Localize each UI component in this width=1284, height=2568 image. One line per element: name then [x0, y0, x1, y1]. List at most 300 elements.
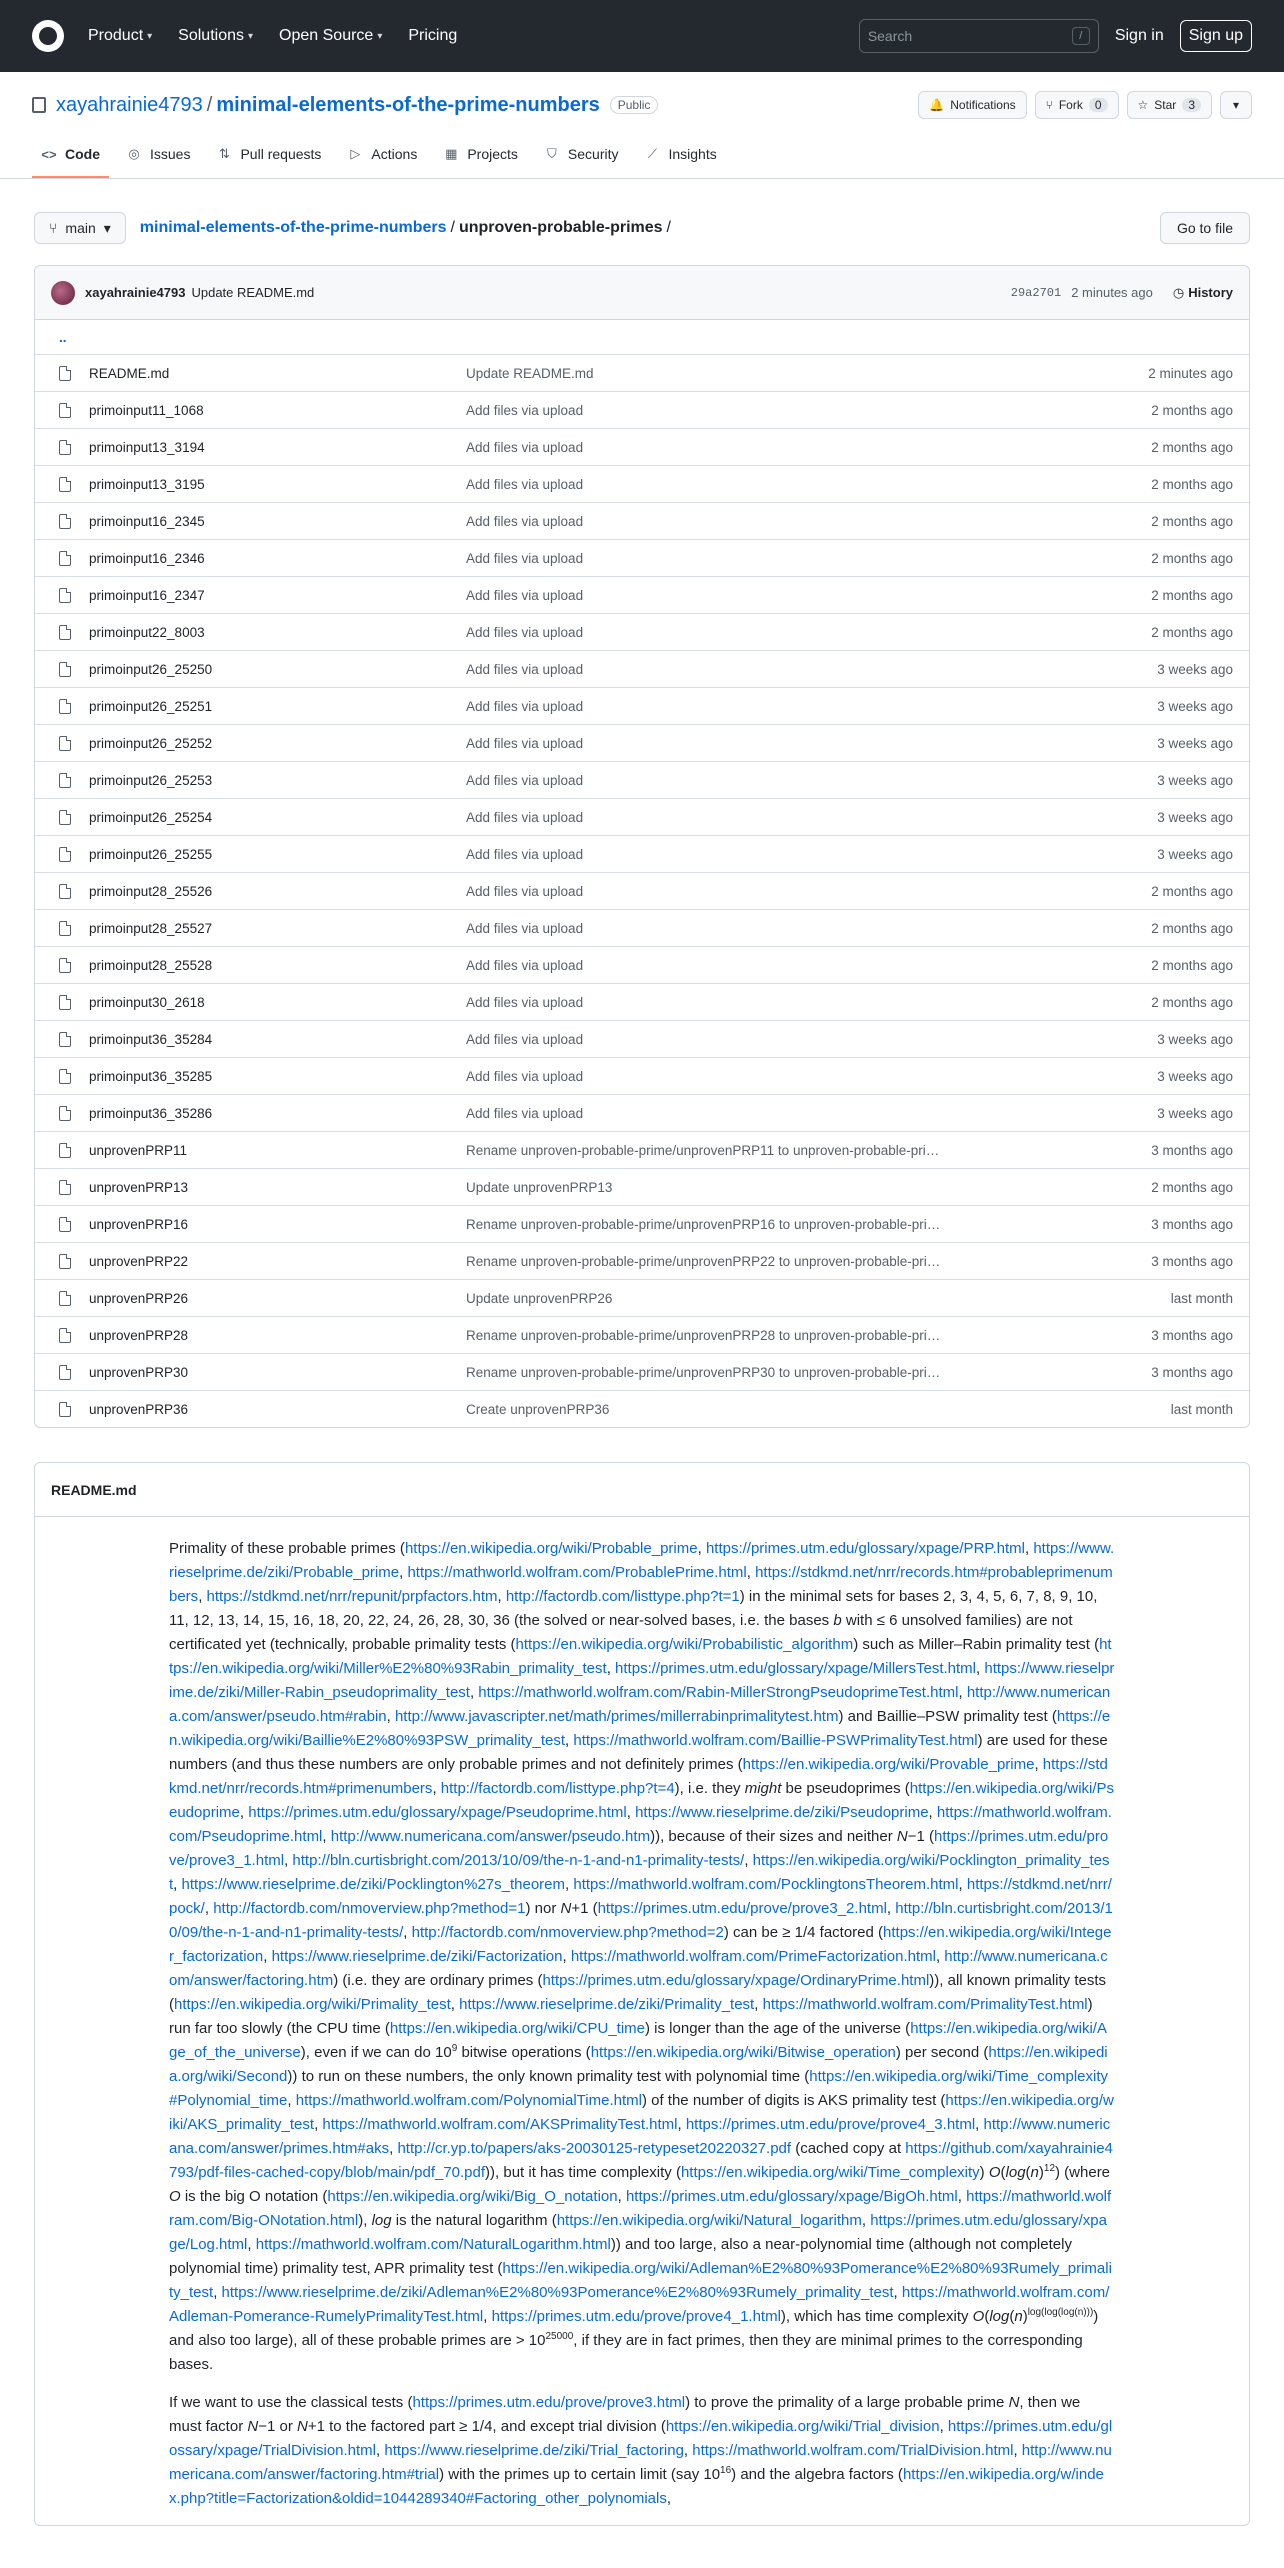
tab-security[interactable]: [535, 136, 628, 178]
file-commit-message-link[interactable]: Add files via upload: [466, 550, 584, 566]
readme-paragraph: [169, 2391, 1115, 2511]
file-row[interactable]: [35, 465, 1249, 502]
file-icon: [59, 588, 71, 603]
file-commit-message-link[interactable]: Add files via upload: [466, 772, 584, 788]
readme-text: ,: [754, 1996, 763, 2013]
file-name-link[interactable]: primoinput36_35286: [89, 1105, 213, 1121]
readme-link[interactable]: https://www.rieselprime.de/ziki/Miller-Rabin_pseudoprimality_test: [169, 1660, 1115, 1701]
file-icon: [59, 1069, 71, 1084]
file-commit-message-link[interactable]: Add files via upload: [466, 439, 584, 455]
readme-link[interactable]: https://mathworld.wolfram.com/TrialDivision.html: [692, 2442, 1014, 2459]
repo-name-link[interactable]: minimal-elements-of-the-prime-numbers: [216, 93, 600, 116]
file-icon: [59, 1032, 71, 1047]
nav-solutions[interactable]: [178, 27, 253, 45]
readme-link[interactable]: https://en.wikipedia.org/wiki/Integer_factorization: [169, 1924, 1112, 1965]
readme-text: ,: [239, 1804, 249, 1821]
readme-link[interactable]: https://primes.utm.edu/glossary/xpage/Pseudoprime.html: [248, 1804, 627, 1821]
readme-link[interactable]: https://en.wikipedia.org/wiki/Miller%E2%80%93Rabin_primality_test: [169, 1636, 1112, 1677]
readme-text: If we want to use the classical tests (: [169, 2394, 413, 2411]
readme-text: ,: [958, 1684, 967, 1701]
file-icon: [59, 366, 71, 381]
file-age: 3 months ago: [1151, 1253, 1233, 1269]
file-name-link[interactable]: primoinput26_25252: [89, 735, 213, 751]
go-to-file-button[interactable]: Go to file: [1160, 212, 1250, 244]
file-row[interactable]: [35, 835, 1249, 872]
readme-link[interactable]: http://www.numericana.com/answer/factoring.htm#trial: [169, 2442, 1112, 2483]
readme-link[interactable]: https://mathworld.wolfram.com/Baillie-PSWPrimalityTest.html: [573, 1732, 978, 1749]
readme-link[interactable]: http://factordb.com/nmoverview.php?method=2: [411, 1924, 724, 1941]
readme-text: ,: [617, 2188, 626, 2205]
readme-link[interactable]: https://mathworld.wolfram.com/PolynomialTime.html: [295, 2092, 642, 2109]
readme-link[interactable]: https://primes.utm.edu/prove/prove3_2.html: [597, 1900, 887, 1917]
file-commit-message-link[interactable]: Create unprovenPRP36: [466, 1401, 610, 1417]
readme-link[interactable]: https://en.wikipedia.org/wiki/Bitwise_operation: [590, 2044, 896, 2061]
file-commit-message-link[interactable]: Update unprovenPRP26: [466, 1290, 613, 1306]
readme-italic: log: [1005, 2164, 1026, 2181]
file-row[interactable]: [35, 1094, 1249, 1131]
readme-link[interactable]: https://primes.utm.edu/glossary/xpage/BigOh.html: [625, 2188, 958, 2205]
chevron-down-icon: ▾: [103, 219, 111, 236]
readme-link[interactable]: https://mathworld.wolfram.com/PocklingtonsTheorem.html: [573, 1876, 959, 1893]
file-icon: [59, 662, 71, 677]
readme-text: ) and the algebra factors (: [731, 2466, 903, 2483]
file-icon: [59, 810, 71, 825]
tab-pull-requests[interactable]: [207, 136, 330, 178]
readme-link[interactable]: https://mathworld.wolfram.com/PrimeFactorization.html: [570, 1948, 936, 1965]
file-commit-message-link[interactable]: Update unprovenPRP13: [466, 1179, 613, 1195]
readme-text: bitwise operations (: [457, 2044, 591, 2061]
breadcrumb-root-link[interactable]: minimal-elements-of-the-prime-numbers: [139, 219, 447, 236]
file-name-link[interactable]: unprovenPRP16: [89, 1216, 189, 1232]
readme-link[interactable]: https://en.wikipedia.org/wiki/Pocklington_primality_test: [169, 1852, 1110, 1893]
readme-link[interactable]: https://en.wikipedia.org/wiki/Second: [169, 2044, 1108, 2085]
file-row[interactable]: [35, 1020, 1249, 1057]
file-commit-message-link[interactable]: Add files via upload: [466, 957, 584, 973]
readme-text: ,: [284, 1852, 293, 1869]
readme-link[interactable]: https://en.wikipedia.org/wiki/AKS_primality_test: [169, 2092, 1114, 2133]
branch-name: main: [65, 220, 96, 236]
readme-text: ,: [976, 1660, 985, 1677]
readme-text: ,: [322, 1828, 331, 1845]
file-name-link[interactable]: primoinput28_25527: [89, 920, 213, 936]
global-header: [0, 0, 1284, 72]
file-name-link[interactable]: primoinput13_3195: [89, 476, 205, 492]
readme-link[interactable]: http://www.numericana.com/answer/pseudo.htm#rabin: [169, 1684, 1111, 1725]
file-icon: [59, 736, 71, 751]
readme-text: ,: [263, 1948, 272, 1965]
file-row[interactable]: [35, 946, 1249, 983]
readme-link[interactable]: https://en.wikipedia.org/wiki/Trial_division: [665, 2418, 940, 2435]
file-name-link[interactable]: primoinput16_2347: [89, 587, 205, 603]
file-icon: [59, 1180, 71, 1195]
file-commit-message-link[interactable]: Add files via upload: [466, 735, 584, 751]
readme-link[interactable]: https://mathworld.wolfram.com/Pseudoprime.html: [169, 1804, 1112, 1845]
file-icon: [59, 884, 71, 899]
sign-up-button[interactable]: Sign up: [1180, 20, 1252, 52]
readme-italic: O: [988, 2164, 1001, 2181]
readme-link[interactable]: https://primes.utm.edu/glossary/xpage/PRP.html: [705, 1540, 1025, 1557]
readme-link[interactable]: https://github.com/xayahrainie4793/pdf-files-cached-copy/blob/main/pdf_70.pdf: [169, 2140, 1113, 2181]
readme-link[interactable]: http://www.javascripter.net/math/primes/millerrabinprimalitytest.htm: [394, 1708, 839, 1725]
readme-text: ,: [1013, 2442, 1022, 2459]
file-row[interactable]: [35, 724, 1249, 761]
breadcrumb-row: [0, 179, 1284, 251]
file-age: 3 months ago: [1151, 1216, 1233, 1232]
readme-text: ,: [497, 1588, 506, 1605]
file-name-link[interactable]: primoinput30_2618: [89, 994, 205, 1010]
tab-label: Insights: [668, 146, 717, 162]
file-row[interactable]: [35, 983, 1249, 1020]
readme-text: ,: [386, 1708, 395, 1725]
readme-link[interactable]: https://en.wikipedia.org/wiki/Big_O_notation: [327, 2188, 618, 2205]
file-row[interactable]: [35, 354, 1249, 391]
readme-link[interactable]: https://mathworld.wolfram.com/Big-ONotation.html: [169, 2188, 1112, 2229]
bell-icon: 🔔: [929, 98, 945, 112]
readme-text: ,: [939, 2418, 948, 2435]
file-name-link[interactable]: primoinput28_25528: [89, 957, 213, 973]
readme-link[interactable]: https://en.wikipedia.org/wiki/Pseudoprime: [169, 1780, 1115, 1821]
file-row[interactable]: [35, 650, 1249, 687]
latest-commit-bar: [35, 266, 1249, 320]
file-name-link[interactable]: primoinput13_3194: [89, 439, 205, 455]
file-name-link[interactable]: primoinput26_25253: [89, 772, 213, 788]
readme-link[interactable]: https://en.wikipedia.org/wiki/Provable_prime: [742, 1756, 1035, 1773]
file-icon: [59, 551, 71, 566]
repo-header: [0, 72, 1284, 179]
file-row[interactable]: [35, 1131, 1249, 1168]
nav-label: Pricing: [408, 27, 458, 44]
file-commit-message-link[interactable]: Add files via upload: [466, 883, 584, 899]
tab-insights[interactable]: [635, 136, 725, 178]
readme-text: ,: [403, 1924, 412, 1941]
file-commit-message-link[interactable]: Add files via upload: [466, 624, 584, 640]
readme-text: Primality of these probable primes (: [169, 1540, 405, 1557]
file-row[interactable]: [35, 872, 1249, 909]
readme-link[interactable]: https://en.wikipedia.org/wiki/Probabilistic_algorithm: [515, 1636, 854, 1653]
nav-label: Solutions: [178, 27, 244, 44]
repo-icon: [32, 97, 46, 113]
readme-link[interactable]: http://bln.curtisbright.com/2013/10/09/the-n-1-and-n1-primality-tests/: [169, 1900, 1113, 1941]
star-icon: ☆: [1137, 98, 1149, 112]
readme-link[interactable]: http://www.numericana.com/answer/primes.htm#aks: [169, 2116, 1111, 2157]
readme-italic: N: [560, 1900, 572, 1917]
file-commit-message-link[interactable]: Add files via upload: [466, 661, 584, 677]
readme-link[interactable]: http://bln.curtisbright.com/2013/10/09/the-n-1-and-n1-primality-tests/: [292, 1852, 745, 1869]
file-commit-message-link[interactable]: Add files via upload: [466, 1068, 584, 1084]
file-row[interactable]: [35, 539, 1249, 576]
readme-link[interactable]: https://en.wikipedia.org/wiki/Primality_test: [174, 1996, 451, 2013]
nav-label: Open Source: [279, 27, 374, 44]
file-row[interactable]: [35, 1057, 1249, 1094]
readme-text: ,: [469, 1684, 479, 1701]
history-link[interactable]: [1173, 285, 1233, 301]
readme-link[interactable]: https://www.rieselprime.de/ziki/Trial_factoring: [384, 2442, 684, 2459]
tab-label: Issues: [150, 146, 191, 162]
readme-text: (: [1025, 2164, 1031, 2181]
readme-link[interactable]: https://mathworld.wolfram.com/AKSPrimalityTest.html: [322, 2116, 678, 2133]
file-commit-message-link[interactable]: Rename unproven-probable-prime/unprovenPRP22 to unproven-probable-pri…: [466, 1253, 941, 1269]
readme-text: ) of the number of digits is AKS primality test (: [641, 2092, 946, 2109]
tab-projects[interactable]: [434, 136, 527, 178]
commit-sha-link[interactable]: 29a2701: [1010, 285, 1062, 300]
tab-code[interactable]: [32, 136, 109, 178]
file-commit-message-link[interactable]: Add files via upload: [466, 698, 584, 714]
file-commit-message-link[interactable]: Add files via upload: [466, 1105, 584, 1121]
file-name-link[interactable]: unprovenPRP36: [89, 1401, 189, 1417]
readme-italic: n: [1030, 2164, 1039, 2181]
file-commit-message-link[interactable]: Update README.md: [466, 365, 594, 381]
readme-link[interactable]: https://primes.utm.edu/glossary/xpage/MillersTest.html: [615, 1660, 977, 1677]
file-commit-message-link[interactable]: Add files via upload: [466, 920, 584, 936]
history-icon: ◷: [1172, 284, 1185, 300]
global-nav: [88, 27, 457, 45]
readme-text: +1 (: [571, 1900, 598, 1917]
readme-text: ,: [565, 1876, 574, 1893]
file-age: 2 months ago: [1151, 1179, 1233, 1195]
readme-text: ) and also too large), all of these probable primes are > 10: [169, 2308, 1099, 2349]
github-logo-icon[interactable]: [32, 20, 64, 52]
readme-text: (: [1000, 2164, 1006, 2181]
file-age: 3 weeks ago: [1157, 1105, 1233, 1121]
chevron-down-icon: ▾: [147, 30, 153, 42]
fork-button[interactable]: [1035, 91, 1119, 119]
readme-link[interactable]: http://www.numericana.com/answer/factoring.htm: [169, 1948, 1108, 1989]
readme-text: ,: [450, 1996, 460, 2013]
file-row[interactable]: [35, 761, 1249, 798]
nav-open-source[interactable]: [279, 27, 382, 45]
search-input[interactable]: [859, 19, 1099, 53]
tab-label: Projects: [467, 146, 518, 162]
readme-text: ,: [1034, 1756, 1043, 1773]
file-row[interactable]: [35, 428, 1249, 465]
commit-time: 2 minutes ago: [1071, 285, 1153, 300]
file-age: 2 months ago: [1151, 957, 1233, 973]
readme-link[interactable]: https://www.rieselprime.de/ziki/Adleman%E2%80%93Pomerance%E2%80%93Rumely_primality_test: [221, 2284, 894, 2301]
readme-link[interactable]: https://primes.utm.edu/prove/prove4_1.html: [491, 2308, 781, 2325]
readme-text: ) and Baillie–PSW primality test (: [838, 1708, 1057, 1725]
readme-link[interactable]: https://primes.utm.edu/prove/prove3_1.html: [169, 1828, 1109, 1869]
file-name-link[interactable]: unprovenPRP26: [89, 1290, 189, 1306]
readme-link[interactable]: https://en.wikipedia.org/wiki/Time_complexity#Polynomial_time: [169, 2068, 1109, 2109]
readme-link[interactable]: https://en.wikipedia.org/wiki/Age_of_the_universe: [169, 2020, 1107, 2061]
file-name-link[interactable]: unprovenPRP11: [89, 1142, 188, 1158]
readme-link[interactable]: http://cr.yp.to/papers/aks-20030125-retypeset20220327.pdf: [397, 2140, 792, 2157]
chevron-down-icon: ▾: [377, 30, 383, 42]
star-count: 3: [1182, 98, 1201, 112]
file-name-link[interactable]: unprovenPRP28: [89, 1327, 189, 1343]
file-name-link[interactable]: primoinput26_25255: [89, 846, 213, 862]
nav-pricing[interactable]: [408, 27, 457, 45]
file-commit-message-link[interactable]: Add files via upload: [466, 402, 584, 418]
readme-italic: O: [169, 2188, 181, 2205]
readme-link[interactable]: https://stdkmd.net/nrr/records.htm#probableprimenumbers: [169, 1564, 1113, 1605]
readme-text: ,: [886, 1900, 896, 1917]
search-shortcut-key: /: [1072, 27, 1090, 45]
readme-link[interactable]: https://www.rieselprime.de/ziki/Pseudoprime: [635, 1804, 929, 1821]
file-icon: [59, 1365, 71, 1380]
readme-link[interactable]: https://www.rieselprime.de/ziki/Probable_prime: [169, 1540, 1115, 1581]
file-row[interactable]: [35, 1242, 1249, 1279]
file-commit-message-link[interactable]: Rename unproven-probable-prime/unprovenPRP30 to unproven-probable-pri…: [466, 1364, 941, 1380]
file-commit-message-link[interactable]: Add files via upload: [466, 476, 584, 492]
readme-link[interactable]: https://stdkmd.net/nrr/records.htm#primenumbers: [169, 1756, 1108, 1797]
visibility-badge: Public: [610, 96, 659, 114]
readme-link[interactable]: https://stdkmd.net/nrr/repunit/prpfactors.htm: [206, 1588, 498, 1605]
readme-link[interactable]: https://mathworld.wolfram.com/Adleman-Pomerance-RumelyPrimalityTest.html: [169, 2284, 1110, 2325]
readme-link[interactable]: http://factordb.com/nmoverview.php?method=1: [213, 1900, 526, 1917]
pull-request-icon: ⇅: [219, 146, 230, 161]
readme-link[interactable]: https://www.rieselprime.de/ziki/Factorization: [271, 1948, 563, 1965]
file-icon: [59, 440, 71, 455]
file-row[interactable]: [35, 909, 1249, 946]
repo-owner-link[interactable]: xayahrainie4793: [56, 93, 203, 116]
sign-in-link[interactable]: Sign in: [1114, 27, 1164, 44]
readme-link[interactable]: https://stdkmd.net/nrr/pock/: [169, 1876, 1112, 1917]
readme-text: ,: [562, 1948, 571, 1965]
repo-separator: /: [206, 93, 213, 116]
nav-product[interactable]: [88, 27, 152, 45]
readme-italic: b: [833, 1612, 842, 1629]
file-name-link[interactable]: primoinput26_25250: [89, 661, 213, 677]
readme-link[interactable]: https://mathworld.wolfram.com/ProbablePrime.html: [407, 1564, 747, 1581]
file-row[interactable]: [35, 613, 1249, 650]
file-row[interactable]: [35, 502, 1249, 539]
tab-label: Code: [65, 146, 100, 162]
play-icon: ▷: [350, 146, 361, 161]
readme-link[interactable]: https://en.wikipedia.org/wiki/Natural_logarithm: [556, 2212, 862, 2229]
file-row[interactable]: [35, 1390, 1249, 1427]
file-commit-message-link[interactable]: Add files via upload: [466, 1031, 584, 1047]
tab-label: Pull requests: [240, 146, 322, 162]
file-name-link[interactable]: primoinput36_35285: [89, 1068, 213, 1084]
readme-text: ) per second (: [895, 2044, 989, 2061]
readme-link[interactable]: https://en.wikipedia.org/wiki/Adleman%E2%80%93Pomerance%E2%80%93Rumely_primality_test: [169, 2260, 1112, 2301]
file-commit-message-link[interactable]: Add files via upload: [466, 846, 584, 862]
readme-text: ,: [606, 1660, 616, 1677]
history-label: History: [1188, 285, 1233, 300]
readme-text: ,: [935, 1948, 945, 1965]
readme-italic: N: [296, 2418, 308, 2435]
tab-issues[interactable]: [117, 136, 199, 178]
readme-link[interactable]: http://www.numericana.com/answer/pseudo.htm: [330, 1828, 651, 1845]
commit-message-link[interactable]: Update README.md: [191, 285, 315, 300]
file-row[interactable]: [35, 1316, 1249, 1353]
file-commit-message-link[interactable]: Add files via upload: [466, 994, 584, 1010]
file-row[interactable]: [35, 798, 1249, 835]
readme-link[interactable]: https://en.wikipedia.org/wiki/CPU_time: [389, 2020, 646, 2037]
breadcrumb-current: unproven-probable-primes: [458, 219, 663, 236]
notifications-button[interactable]: [918, 91, 1026, 119]
star-list-dropdown[interactable]: [1220, 91, 1252, 119]
readme-link[interactable]: https://primes.utm.edu/glossary/xpage/OrdinaryPrime.html: [542, 1972, 930, 1989]
file-name-link[interactable]: primoinput16_2346: [89, 550, 205, 566]
file-commit-message-link[interactable]: Rename unproven-probable-prime/unprovenPRP28 to unproven-probable-pri…: [466, 1327, 941, 1343]
readme-italic: N: [896, 1828, 908, 1845]
parent-directory-link[interactable]: [35, 320, 1249, 354]
fork-label: Fork: [1058, 98, 1083, 112]
file-age: 2 minutes ago: [1148, 365, 1233, 381]
file-age: 3 weeks ago: [1157, 1068, 1233, 1084]
file-row[interactable]: [35, 1279, 1249, 1316]
file-name-link[interactable]: primoinput22_8003: [89, 624, 205, 640]
file-name-link[interactable]: primoinput28_25526: [89, 883, 213, 899]
readme-link[interactable]: https://en.wikipedia.org/wiki/Baillie%E2%80%93PSW_primality_test: [169, 1708, 1111, 1749]
readme-text: ), i.e. they: [674, 1780, 745, 1797]
file-icon: [59, 1143, 71, 1158]
readme-link[interactable]: https://mathworld.wolfram.com/Rabin-MillerStrongPseudoprimeTest.html: [478, 1684, 959, 1701]
file-commit-message-link[interactable]: Add files via upload: [466, 513, 584, 529]
file-age: 2 months ago: [1151, 883, 1233, 899]
avatar[interactable]: [51, 281, 75, 305]
file-row[interactable]: [35, 687, 1249, 724]
parent-directory-label: ..: [59, 329, 67, 345]
file-name-link[interactable]: unprovenPRP22: [89, 1253, 189, 1269]
readme-text: , then we must factor: [169, 2394, 1081, 2435]
breadcrumb: [140, 219, 671, 237]
file-commit-message-link[interactable]: Rename unproven-probable-prime/unprovenPRP16 to unproven-probable-pri…: [466, 1216, 941, 1232]
file-name-link[interactable]: README.md: [89, 365, 170, 381]
file-name-link[interactable]: primoinput11_1068: [89, 402, 204, 418]
readme-link[interactable]: https://www.rieselprime.de/ziki/Primality_test: [459, 1996, 755, 2013]
readme-link[interactable]: https://primes.utm.edu/prove/prove3.html: [412, 2394, 686, 2411]
file-age: last month: [1170, 1401, 1233, 1417]
notifications-label: Notifications: [950, 98, 1016, 112]
readme-text: ) (where: [1055, 2164, 1111, 2181]
tab-actions[interactable]: [338, 136, 426, 178]
file-age: last month: [1170, 1290, 1233, 1306]
file-name-link[interactable]: unprovenPRP13: [89, 1179, 189, 1195]
file-name-link[interactable]: primoinput26_25251: [89, 698, 213, 714]
readme-link[interactable]: https://en.wikipedia.org/w/index.php?title=Factorization&oldid=1044289340#Factoring_other_polynomials: [169, 2466, 1104, 2507]
file-row[interactable]: [35, 1168, 1249, 1205]
readme-italic: N: [247, 2418, 259, 2435]
readme-link[interactable]: https://primes.utm.edu/glossary/xpage/TrialDivision.html: [169, 2418, 1113, 2459]
file-row[interactable]: [35, 1205, 1249, 1242]
readme-link[interactable]: https://en.wikipedia.org/wiki/Time_complexity: [680, 2164, 980, 2181]
star-button[interactable]: [1127, 91, 1212, 119]
commit-author-link[interactable]: xayahrainie4793: [85, 285, 186, 300]
readme-link[interactable]: https://mathworld.wolfram.com/NaturalLogarithm.html: [255, 2236, 611, 2253]
branch-selector[interactable]: [34, 212, 126, 244]
readme-superscript: 16: [720, 2465, 732, 2476]
readme-link[interactable]: https://mathworld.wolfram.com/PrimalityTest.html: [762, 1996, 1088, 2013]
file-commit-message-link[interactable]: Rename unproven-probable-prime/unprovenPRP11 to unproven-probable-pri…: [466, 1142, 940, 1158]
file-name-link[interactable]: unprovenPRP30: [89, 1364, 189, 1380]
file-row[interactable]: [35, 391, 1249, 428]
readme-link[interactable]: http://factordb.com/listtype.php?t=1: [505, 1588, 740, 1605]
readme-link[interactable]: http://factordb.com/listtype.php?t=4: [440, 1780, 675, 1797]
file-commit-message-link[interactable]: Add files via upload: [466, 587, 584, 603]
readme-text: ,: [247, 2236, 256, 2253]
readme-link[interactable]: https://www.rieselprime.de/ziki/Pocklington%27s_theorem: [181, 1876, 566, 1893]
repo-tabs: [32, 136, 1252, 178]
readme-text: ,: [975, 2116, 984, 2133]
readme-text: ,: [666, 2490, 672, 2507]
file-commit-message-link[interactable]: Add files via upload: [466, 809, 584, 825]
file-row[interactable]: [35, 1353, 1249, 1390]
file-name-link[interactable]: primoinput36_35284: [89, 1031, 213, 1047]
file-name-link[interactable]: primoinput26_25254: [89, 809, 213, 825]
file-name-link[interactable]: primoinput16_2345: [89, 513, 205, 529]
readme-link[interactable]: https://primes.utm.edu/glossary/xpage/Log.html: [169, 2212, 1107, 2253]
readme-link[interactable]: https://primes.utm.edu/prove/prove4_3.html: [685, 2116, 976, 2133]
readme-link[interactable]: https://en.wikipedia.org/wiki/Probable_prime: [404, 1540, 698, 1557]
file-list: [35, 354, 1249, 1427]
file-row[interactable]: [35, 576, 1249, 613]
file-age: 2 months ago: [1151, 624, 1233, 640]
file-age: 2 months ago: [1151, 550, 1233, 566]
file-age: 2 months ago: [1151, 920, 1233, 936]
